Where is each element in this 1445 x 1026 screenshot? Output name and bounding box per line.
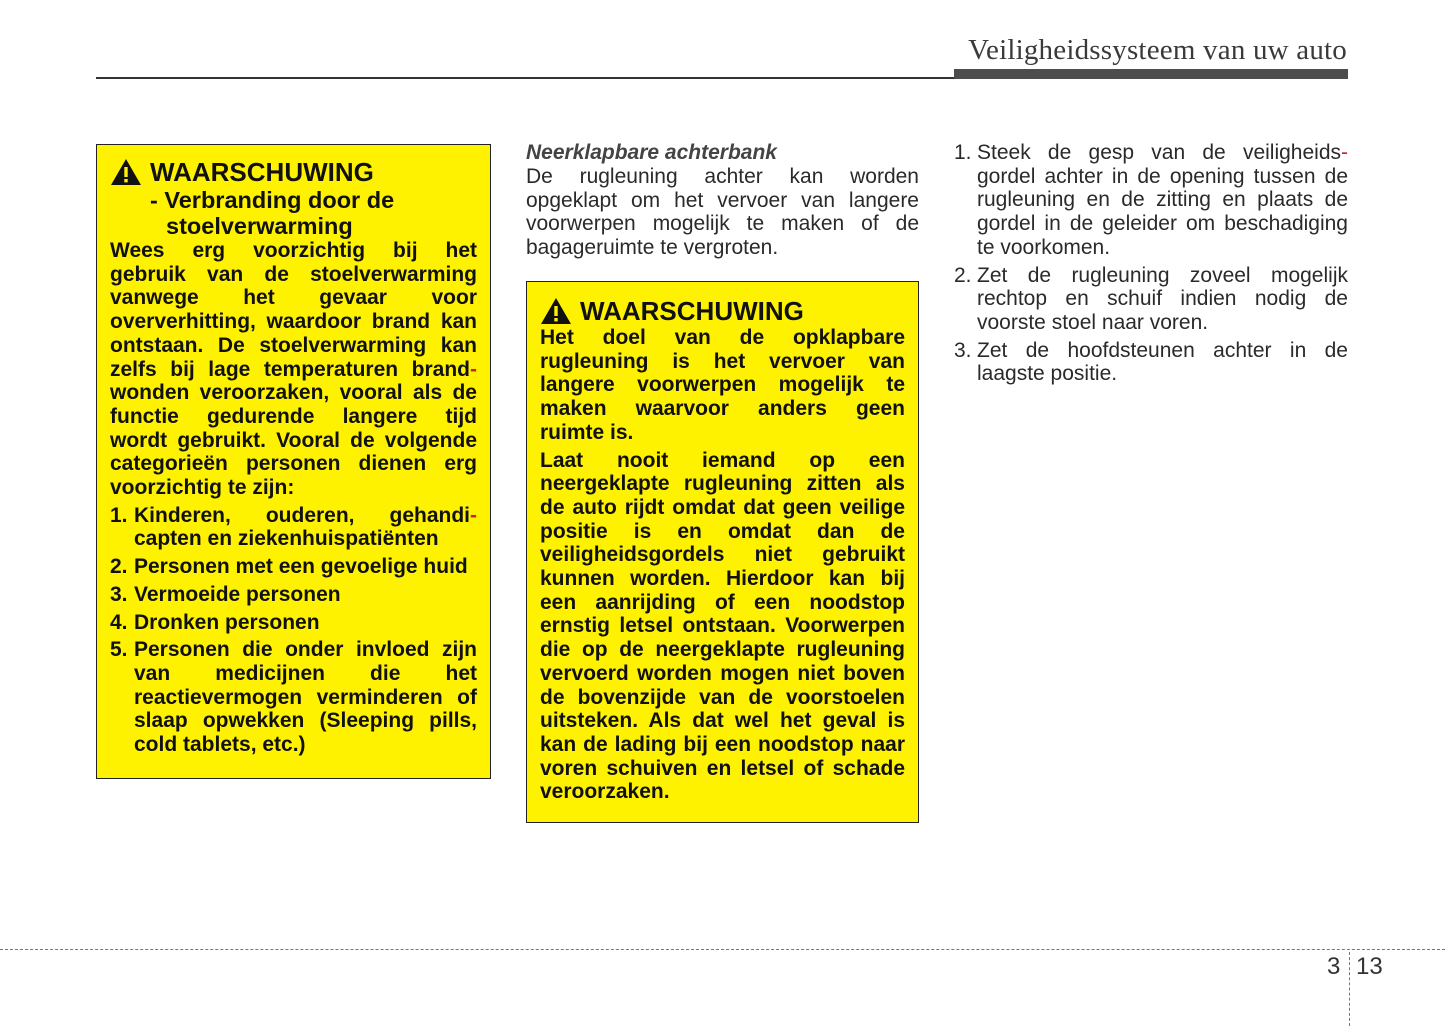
step-number: 2. [954, 263, 972, 287]
warning-paragraph-2 [540, 449, 905, 805]
warning-line: voren schuiven en letsel of schade [540, 756, 905, 780]
step-number: 3. [954, 338, 972, 362]
warning-intro-line: ontstaan. De stoelverwarming kan [110, 333, 477, 357]
line-break-hyphen: - [470, 357, 477, 381]
warning-line: kunnen worden. Hierdoor kan bij [540, 567, 905, 591]
page-number-separator [1349, 952, 1350, 1026]
list-item-line: Vermoeide personen [134, 582, 341, 606]
instruction-step [954, 141, 1348, 260]
step-line: Zet de rugleuning zoveel mogelijk [977, 263, 1348, 287]
page-number: 13 [1356, 953, 1383, 980]
warning-intro-line: wonden veroorzaken, vooral als de [110, 381, 477, 405]
list-item-line: Personen met een gevoelige huid [134, 555, 468, 579]
warning-line: een aanrijding of een noodstop [540, 590, 905, 614]
list-item-line: Personen die onder invloed zijn [134, 638, 477, 662]
list-item-line: cold tablets, etc.) [134, 733, 306, 757]
list-item-line: van medicijnen die het [134, 661, 477, 685]
step-line: gordel in de geleider om beschadiging [977, 212, 1348, 236]
warning-triangle-icon [540, 297, 572, 325]
section-paragraph [526, 165, 919, 260]
warning-intro-line: vanwege het gevaar voor [110, 286, 477, 310]
list-item [110, 611, 477, 635]
warning-paragraph-1 [540, 326, 905, 445]
step-line: laagste positie. [977, 362, 1118, 386]
warning-line: de bovenzijde van de voorstoelen [540, 685, 905, 709]
instruction-step [954, 264, 1348, 335]
header-bar [954, 69, 1348, 79]
paragraph-line: De rugleuning achter kan worden [526, 165, 919, 188]
warning-line: die op de neergeklapte rugleuning [540, 638, 905, 662]
warning-intro-line: oververhitting, waardoor brand kan [110, 310, 477, 334]
paragraph-line: voorwerpen mogelijk te maken of de [526, 212, 919, 236]
warning-subtitle-line1: - Verbranding door de [150, 187, 395, 213]
warning-line: de auto rijdt omdat dat geen veilige [540, 495, 905, 519]
warning-line: rugleuning is het vervoer van [540, 349, 905, 373]
chapter-number: 3 [1327, 953, 1341, 980]
step-line: gordel achter in de opening tussen de [977, 164, 1348, 188]
footer-dashed-rule [0, 949, 1445, 950]
warning-line: positie is en omdat dan de [540, 519, 905, 543]
warning-box-seat-heating [96, 144, 491, 779]
warning-intro-line: zelfs bij lage temperaturen brand- [110, 357, 477, 381]
list-item-number: 4. [110, 610, 128, 634]
warning-intro-line: categorieën personen dienen erg [110, 452, 477, 476]
list-item-line: capten en ziekenhuispatiënten [134, 527, 439, 551]
warning-line: uitsteken. Als dat wel het geval is [540, 709, 905, 733]
list-item-number: 1. [110, 503, 128, 527]
section-subheading: Neerklapbare achterbank [526, 141, 777, 164]
warning-intro-line: wordt gebruikt. Vooral de volgende [110, 428, 477, 452]
list-item-number: 3. [110, 582, 128, 606]
warning-intro-text [110, 239, 477, 500]
instruction-steps [954, 141, 1348, 390]
list-item-line: slaap opwekken (Sleeping pills, [134, 709, 477, 733]
list-item-number: 2. [110, 555, 128, 579]
warning-box-fold-down-seat [526, 281, 919, 823]
line-break-hyphen: - [1341, 141, 1348, 164]
warning-line: neergeklapte rugleuning zitten als [540, 472, 905, 496]
warning-line: ernstig letsel ontstaan. Voorwerpen [540, 614, 905, 638]
warning-intro-line: gebruik van de stoelverwarming [110, 262, 477, 286]
step-number: 1. [954, 141, 972, 164]
list-item [110, 583, 477, 607]
step-line: voorste stoel naar voren. [977, 310, 1209, 334]
warning-line: Laat nooit iemand op een [540, 448, 905, 472]
paragraph-line: bagageruimte te vergroten. [526, 236, 779, 260]
list-item-line: reactievermogen verminderen of [134, 685, 477, 709]
warning-line: veroorzaken. [540, 780, 670, 804]
warning-line: ruimte is. [540, 420, 634, 444]
warning-intro-line: voorzichtig te zijn: [110, 476, 295, 500]
step-line: Zet de hoofdsteunen achter in de [977, 338, 1348, 362]
warning-triangle-icon [110, 158, 142, 186]
warning-item-list [110, 504, 477, 757]
line-break-hyphen: - [470, 503, 477, 527]
warning-line: maken waarvoor anders geen [540, 397, 905, 421]
warning-line: vervoerd worden mogen niet boven [540, 661, 905, 685]
warning-label: WAARSCHUWING [150, 157, 374, 187]
warning-intro-line: functie gedurende langere tijd [110, 404, 477, 428]
paragraph-line: opgeklapt om het vervoer van langere [526, 188, 919, 212]
warning-line: kan de lading bij een noodstop naar [540, 732, 905, 756]
warning-line: veiligheidsgordels niet gebruikt [540, 543, 905, 567]
list-item [110, 555, 477, 579]
warning-line: Het doel van de opklapbare [540, 326, 905, 349]
instruction-step [954, 339, 1348, 386]
page-header-title: Veiligheidssysteem van uw auto [968, 34, 1347, 66]
list-item-line: Kinderen, ouderen, gehandi- [134, 503, 477, 527]
warning-subtitle-line2: stoelverwarming [166, 213, 353, 239]
warning-line: langere voorwerpen mogelijk te [540, 373, 905, 397]
list-item-line: Dronken personen [134, 610, 320, 634]
list-item [110, 504, 477, 551]
fold-down-rear-seat-section [526, 141, 919, 260]
list-item [110, 638, 477, 757]
step-line: rugleuning en de zitting en plaats de [977, 188, 1348, 212]
warning-intro-line: Wees erg voorzichtig bij het [110, 239, 477, 262]
step-line: Steek de gesp van de veiligheids- [977, 141, 1348, 164]
warning-label: WAARSCHUWING [580, 296, 804, 326]
step-line: rechtop en schuif indien nodig de [977, 287, 1348, 311]
list-item-number: 5. [110, 638, 128, 662]
step-line: te voorkomen. [977, 235, 1111, 259]
